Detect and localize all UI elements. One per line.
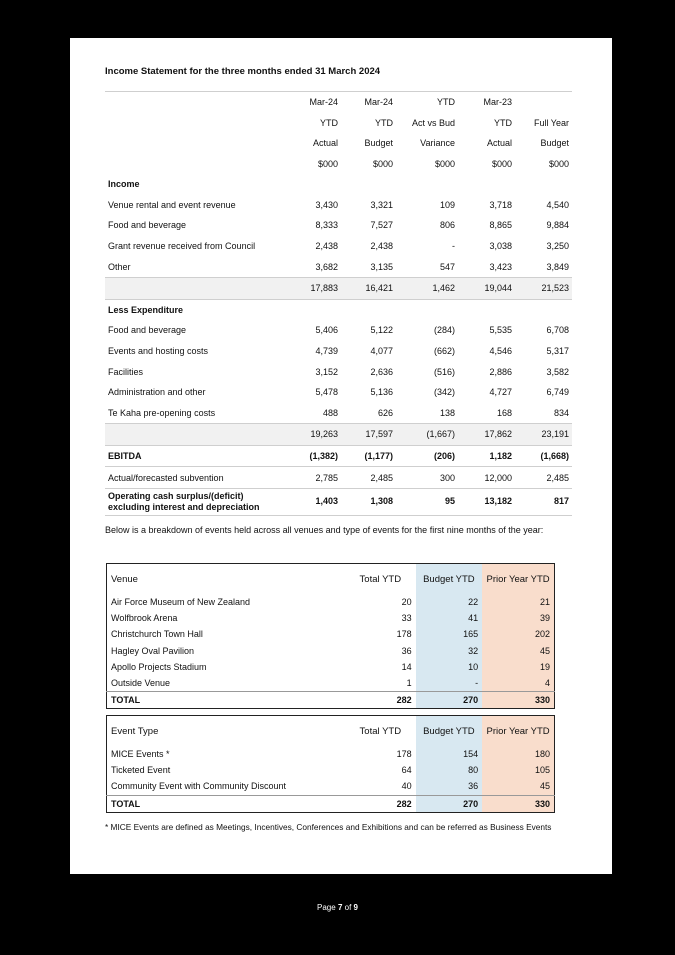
event-type-row-cell: 64 — [401, 765, 412, 776]
ebitda-row-cell: (1,177) — [341, 445, 396, 467]
venue-row — [107, 643, 555, 659]
venue-row-cell: 41 — [416, 610, 483, 626]
venue-header-row-cell: Total YTD — [359, 573, 402, 585]
total-pages: 9 — [353, 903, 358, 912]
expenditure-row-cell: 5,406 — [315, 325, 338, 336]
venue-row-cell: 21 — [482, 594, 554, 610]
venue-total-row-cell: 282 — [345, 692, 416, 709]
expenditure-row-cell: 4,727 — [489, 387, 512, 398]
column-header-row-cell — [515, 92, 572, 113]
column-header-row-cell: YTD — [320, 117, 338, 128]
venue-row-cell: 10 — [416, 659, 483, 675]
income-total-row-cell: 19,044 — [458, 277, 515, 299]
expenditure-row-cell: Facilities — [108, 366, 144, 377]
venue-row-cell: 19 — [482, 659, 554, 675]
page-title: Income Statement for the three months ended 31 March 2024 — [105, 66, 381, 77]
event-type-row-cell: 80 — [416, 762, 483, 778]
venue-total-row-cell: 270 — [416, 692, 483, 709]
venue-row-cell: Hagley Oval Pavilion — [111, 645, 195, 656]
venue-row-cell: 165 — [416, 626, 483, 642]
event-type-total-row-cell: 270 — [416, 795, 483, 812]
event-type-total-row-cell: TOTAL — [107, 795, 346, 812]
event-type-row-cell: 45 — [482, 778, 554, 795]
income-row-cell: 109 — [439, 199, 455, 210]
expenditure-row — [105, 403, 572, 424]
venue-row-cell: Wolfbrook Arena — [111, 613, 178, 624]
subvention-row-cell: 2,485 — [546, 472, 569, 483]
income-total-row-cell — [105, 277, 288, 299]
column-header-row-cell: YTD — [494, 117, 512, 128]
income-row-cell: Food and beverage — [108, 220, 187, 231]
column-header-row-cell: Mar-24 — [341, 92, 396, 113]
operating-surplus-label — [105, 488, 288, 515]
event-type-header-row — [107, 716, 555, 747]
expenditure-row-cell: 168 — [496, 407, 512, 418]
event-type-row-cell: 154 — [416, 746, 483, 762]
subvention-row-cell: 2,485 — [370, 472, 393, 483]
expenditure-total-row-cell: 17,862 — [458, 424, 515, 446]
expenditure-row-cell: 488 — [322, 407, 338, 418]
venue-header-row-cell: Venue — [111, 573, 138, 585]
income-total-row-cell: 16,421 — [341, 277, 396, 299]
operating-label-line-2: excluding interest and depreciation — [108, 501, 260, 512]
column-header-row-cell — [105, 133, 288, 154]
expenditure-total-row — [105, 424, 572, 446]
venue-header-row — [107, 564, 555, 595]
expenditure-row-cell: Administration and other — [108, 387, 206, 398]
venue-row-cell: 36 — [401, 645, 412, 656]
venue-row-cell: 1 — [406, 678, 412, 689]
event-type-row-cell: 180 — [482, 746, 554, 762]
expenditure-row — [105, 382, 572, 403]
column-header-row-cell: $000 — [372, 158, 393, 169]
expenditure-total-row-cell — [105, 424, 288, 446]
operating-surplus-cell: 1,403 — [288, 488, 341, 515]
income-row-cell: 3,430 — [315, 199, 338, 210]
event-type-total-row — [107, 795, 555, 812]
venue-header-row-cell: Budget YTD — [416, 564, 483, 595]
expenditure-total-row-cell: 19,263 — [288, 424, 341, 446]
expenditure-row-cell: 4,077 — [370, 346, 393, 357]
expenditure-row-cell: 2,636 — [370, 366, 393, 377]
expenditure-section-label: Less Expenditure — [108, 304, 184, 315]
venue-events-table — [106, 563, 555, 709]
footnote: * MICE Events are defined as Meetings, Incentives, Conferences and Exhibitions and can be referred as Business Events — [105, 822, 552, 832]
income-total-row-cell: 1,462 — [396, 277, 458, 299]
expenditure-row-cell: 5,136 — [370, 387, 393, 398]
income-row-cell: 3,321 — [370, 199, 393, 210]
event-type-row — [107, 746, 555, 762]
income-row-cell: 3,038 — [489, 241, 512, 252]
subvention-row-cell: 12,000 — [484, 472, 512, 483]
breakdown-intro: Below is a breakdown of events held across all venues and type of events for the first nine months of the year: — [105, 525, 544, 535]
venue-row — [107, 675, 555, 692]
ebitda-row-cell: EBITDA — [105, 445, 288, 467]
expenditure-row-cell: (284) — [433, 325, 455, 336]
expenditure-total-row-cell: 17,597 — [341, 424, 396, 446]
column-header-row-cell: Variance — [420, 138, 455, 149]
column-header-row — [105, 113, 572, 134]
expenditure-row-cell: Events and hosting costs — [108, 346, 209, 357]
income-row-cell: 806 — [439, 220, 455, 231]
expenditure-row-cell: 3,582 — [546, 366, 569, 377]
income-row-cell: 3,423 — [489, 261, 512, 272]
income-row-cell: Other — [108, 261, 131, 272]
column-header-row-cell: Actual — [312, 138, 338, 149]
operating-surplus-row — [105, 488, 572, 515]
column-header-row-cell: YTD — [396, 92, 458, 113]
event-type-row — [107, 762, 555, 778]
venue-total-row — [107, 692, 555, 709]
column-header-row-cell: $000 — [317, 158, 338, 169]
income-row-cell: Venue rental and event revenue — [108, 199, 236, 210]
expenditure-row-cell: (342) — [433, 387, 455, 398]
expenditure-row-cell: 4,546 — [489, 346, 512, 357]
expenditure-row-cell: 834 — [553, 407, 569, 418]
venue-row-cell: 178 — [396, 629, 412, 640]
page-label: Page — [317, 903, 336, 912]
expenditure-total-row-cell: 23,191 — [515, 424, 572, 446]
venue-row-cell: 202 — [482, 626, 554, 642]
income-row — [105, 256, 572, 277]
income-total-row-cell: 17,883 — [288, 277, 341, 299]
operating-surplus-cell: 95 — [396, 488, 458, 515]
column-header-row-cell: $000 — [548, 158, 569, 169]
operating-label-line-1: Operating cash surplus/(deficit) — [108, 490, 244, 501]
ebitda-row-cell: (206) — [396, 445, 458, 467]
ebitda-row-cell: 1,182 — [458, 445, 515, 467]
venue-row-cell: 14 — [401, 661, 412, 672]
venue-row-cell: 20 — [401, 597, 412, 608]
ebitda-row-cell: (1,382) — [288, 445, 341, 467]
event-type-header-row-cell: Total YTD — [359, 725, 402, 737]
income-row-cell: - — [452, 241, 455, 252]
venue-row-cell: 39 — [482, 610, 554, 626]
expenditure-row-cell: 5,478 — [315, 387, 338, 398]
venue-total-row-cell: 330 — [482, 692, 554, 709]
ebitda-row — [105, 445, 572, 467]
expenditure-row-cell: 5,535 — [489, 325, 512, 336]
venue-row-cell: 22 — [416, 594, 483, 610]
event-type-row-cell: 36 — [416, 778, 483, 795]
event-type-total-row-cell: 330 — [482, 795, 554, 812]
column-header-row-cell — [105, 154, 288, 175]
expenditure-row-cell: 138 — [439, 407, 455, 418]
income-statement-table — [105, 91, 572, 516]
event-type-header-row-cell: Budget YTD — [416, 716, 483, 747]
venue-row — [107, 594, 555, 610]
document-page — [70, 38, 612, 874]
income-total-row-cell: 21,523 — [515, 277, 572, 299]
column-header-row-cell — [105, 113, 288, 134]
event-type-row-cell: Community Event with Community Discount — [111, 781, 287, 792]
event-type-row-cell: Ticketed Event — [111, 765, 171, 776]
income-row-cell: 547 — [439, 261, 455, 272]
event-type-row-cell: MICE Events * — [111, 749, 170, 760]
column-header-row-cell: $000 — [434, 158, 455, 169]
event-type-table — [106, 715, 555, 813]
income-row-cell: 7,527 — [370, 220, 393, 231]
expenditure-row — [105, 361, 572, 382]
venue-row-cell: Outside Venue — [111, 678, 171, 689]
venue-total-row-cell: TOTAL — [107, 692, 346, 709]
expenditure-row-cell: (662) — [433, 346, 455, 357]
income-row — [105, 195, 572, 216]
income-row-cell: 9,884 — [546, 220, 569, 231]
subvention-row-cell: Actual/forecasted subvention — [108, 472, 224, 483]
expenditure-row-cell: 5,122 — [370, 325, 393, 336]
expenditure-row — [105, 341, 572, 362]
venue-row-cell: Apollo Projects Stadium — [111, 661, 207, 672]
expenditure-row-cell: (516) — [433, 366, 455, 377]
column-header-row-cell: Mar-24 — [288, 92, 341, 113]
income-row-cell: 3,682 — [315, 261, 338, 272]
column-header-row-cell — [105, 92, 288, 113]
income-row-cell: 4,540 — [546, 199, 569, 210]
expenditure-row-cell: Te Kaha pre-opening costs — [108, 407, 216, 418]
income-section-label: Income — [108, 179, 140, 190]
column-header-row — [105, 133, 572, 154]
expenditure-row-cell: 3,152 — [315, 366, 338, 377]
venue-row-cell: Air Force Museum of New Zealand — [111, 597, 251, 608]
operating-surplus-cell: 817 — [515, 488, 572, 515]
expenditure-row-cell: 6,749 — [546, 387, 569, 398]
expenditure-row-cell: 4,739 — [315, 346, 338, 357]
income-row — [105, 236, 572, 257]
venue-row-cell: 33 — [401, 613, 412, 624]
column-header-row-cell: Act vs Bud — [411, 117, 455, 128]
expenditure-row-cell: 2,886 — [489, 366, 512, 377]
income-row-cell: 3,250 — [546, 241, 569, 252]
income-row-cell: Grant revenue received from Council — [108, 241, 256, 252]
income-row-cell: 2,438 — [315, 241, 338, 252]
venue-header-row-cell: Prior Year YTD — [482, 564, 554, 595]
venue-row-cell: 4 — [482, 675, 554, 692]
expenditure-row-cell: 5,317 — [546, 346, 569, 357]
page-number — [0, 903, 675, 912]
expenditure-row — [105, 320, 572, 341]
column-header-row — [105, 92, 572, 113]
venue-row — [107, 626, 555, 642]
column-header-row — [105, 154, 572, 175]
page-of: of — [344, 903, 352, 912]
column-header-row-cell: $000 — [491, 158, 512, 169]
column-header-row-cell: YTD — [375, 117, 393, 128]
event-type-row-cell: 105 — [482, 762, 554, 778]
expenditure-total-row-cell: (1,667) — [396, 424, 458, 446]
event-type-header-row-cell: Event Type — [111, 725, 159, 737]
column-header-row-cell: Mar-23 — [458, 92, 515, 113]
income-row-cell: 2,438 — [370, 241, 393, 252]
subvention-row-cell: 2,785 — [315, 472, 338, 483]
column-header-row-cell: Budget — [364, 138, 393, 149]
income-total-row — [105, 277, 572, 299]
expenditure-row-cell: 6,708 — [546, 325, 569, 336]
current-page: 7 — [337, 903, 343, 912]
venue-row-cell: 45 — [482, 643, 554, 659]
column-header-row-cell: Budget — [540, 138, 569, 149]
expenditure-row-cell: Food and beverage — [108, 325, 187, 336]
event-type-header-row-cell: Prior Year YTD — [482, 716, 554, 747]
event-type-total-row-cell: 282 — [345, 795, 416, 812]
income-row-cell: 3,135 — [370, 261, 393, 272]
column-header-row-cell: Actual — [486, 138, 512, 149]
operating-surplus-cell: 1,308 — [341, 488, 396, 515]
income-row-cell: 8,865 — [489, 220, 512, 231]
expenditure-row-cell: 626 — [377, 407, 393, 418]
expenditure-section-row — [105, 299, 572, 320]
operating-surplus-cell: 13,182 — [458, 488, 515, 515]
subvention-row — [105, 467, 572, 489]
income-row — [105, 215, 572, 236]
column-header-row-cell: Full Year — [533, 117, 569, 128]
venue-row — [107, 610, 555, 626]
event-type-row — [107, 778, 555, 795]
venue-row-cell: - — [416, 675, 483, 692]
venue-row-cell: Christchurch Town Hall — [111, 629, 203, 640]
income-row-cell: 3,718 — [489, 199, 512, 210]
income-row-cell: 3,849 — [546, 261, 569, 272]
event-type-row-cell: 178 — [396, 749, 412, 760]
event-type-row-cell: 40 — [401, 781, 412, 792]
subvention-row-cell: 300 — [439, 472, 455, 483]
venue-row-cell: 32 — [416, 643, 483, 659]
ebitda-row-cell: (1,668) — [515, 445, 572, 467]
income-section-row — [105, 174, 572, 195]
venue-row — [107, 659, 555, 675]
income-row-cell: 8,333 — [315, 220, 338, 231]
